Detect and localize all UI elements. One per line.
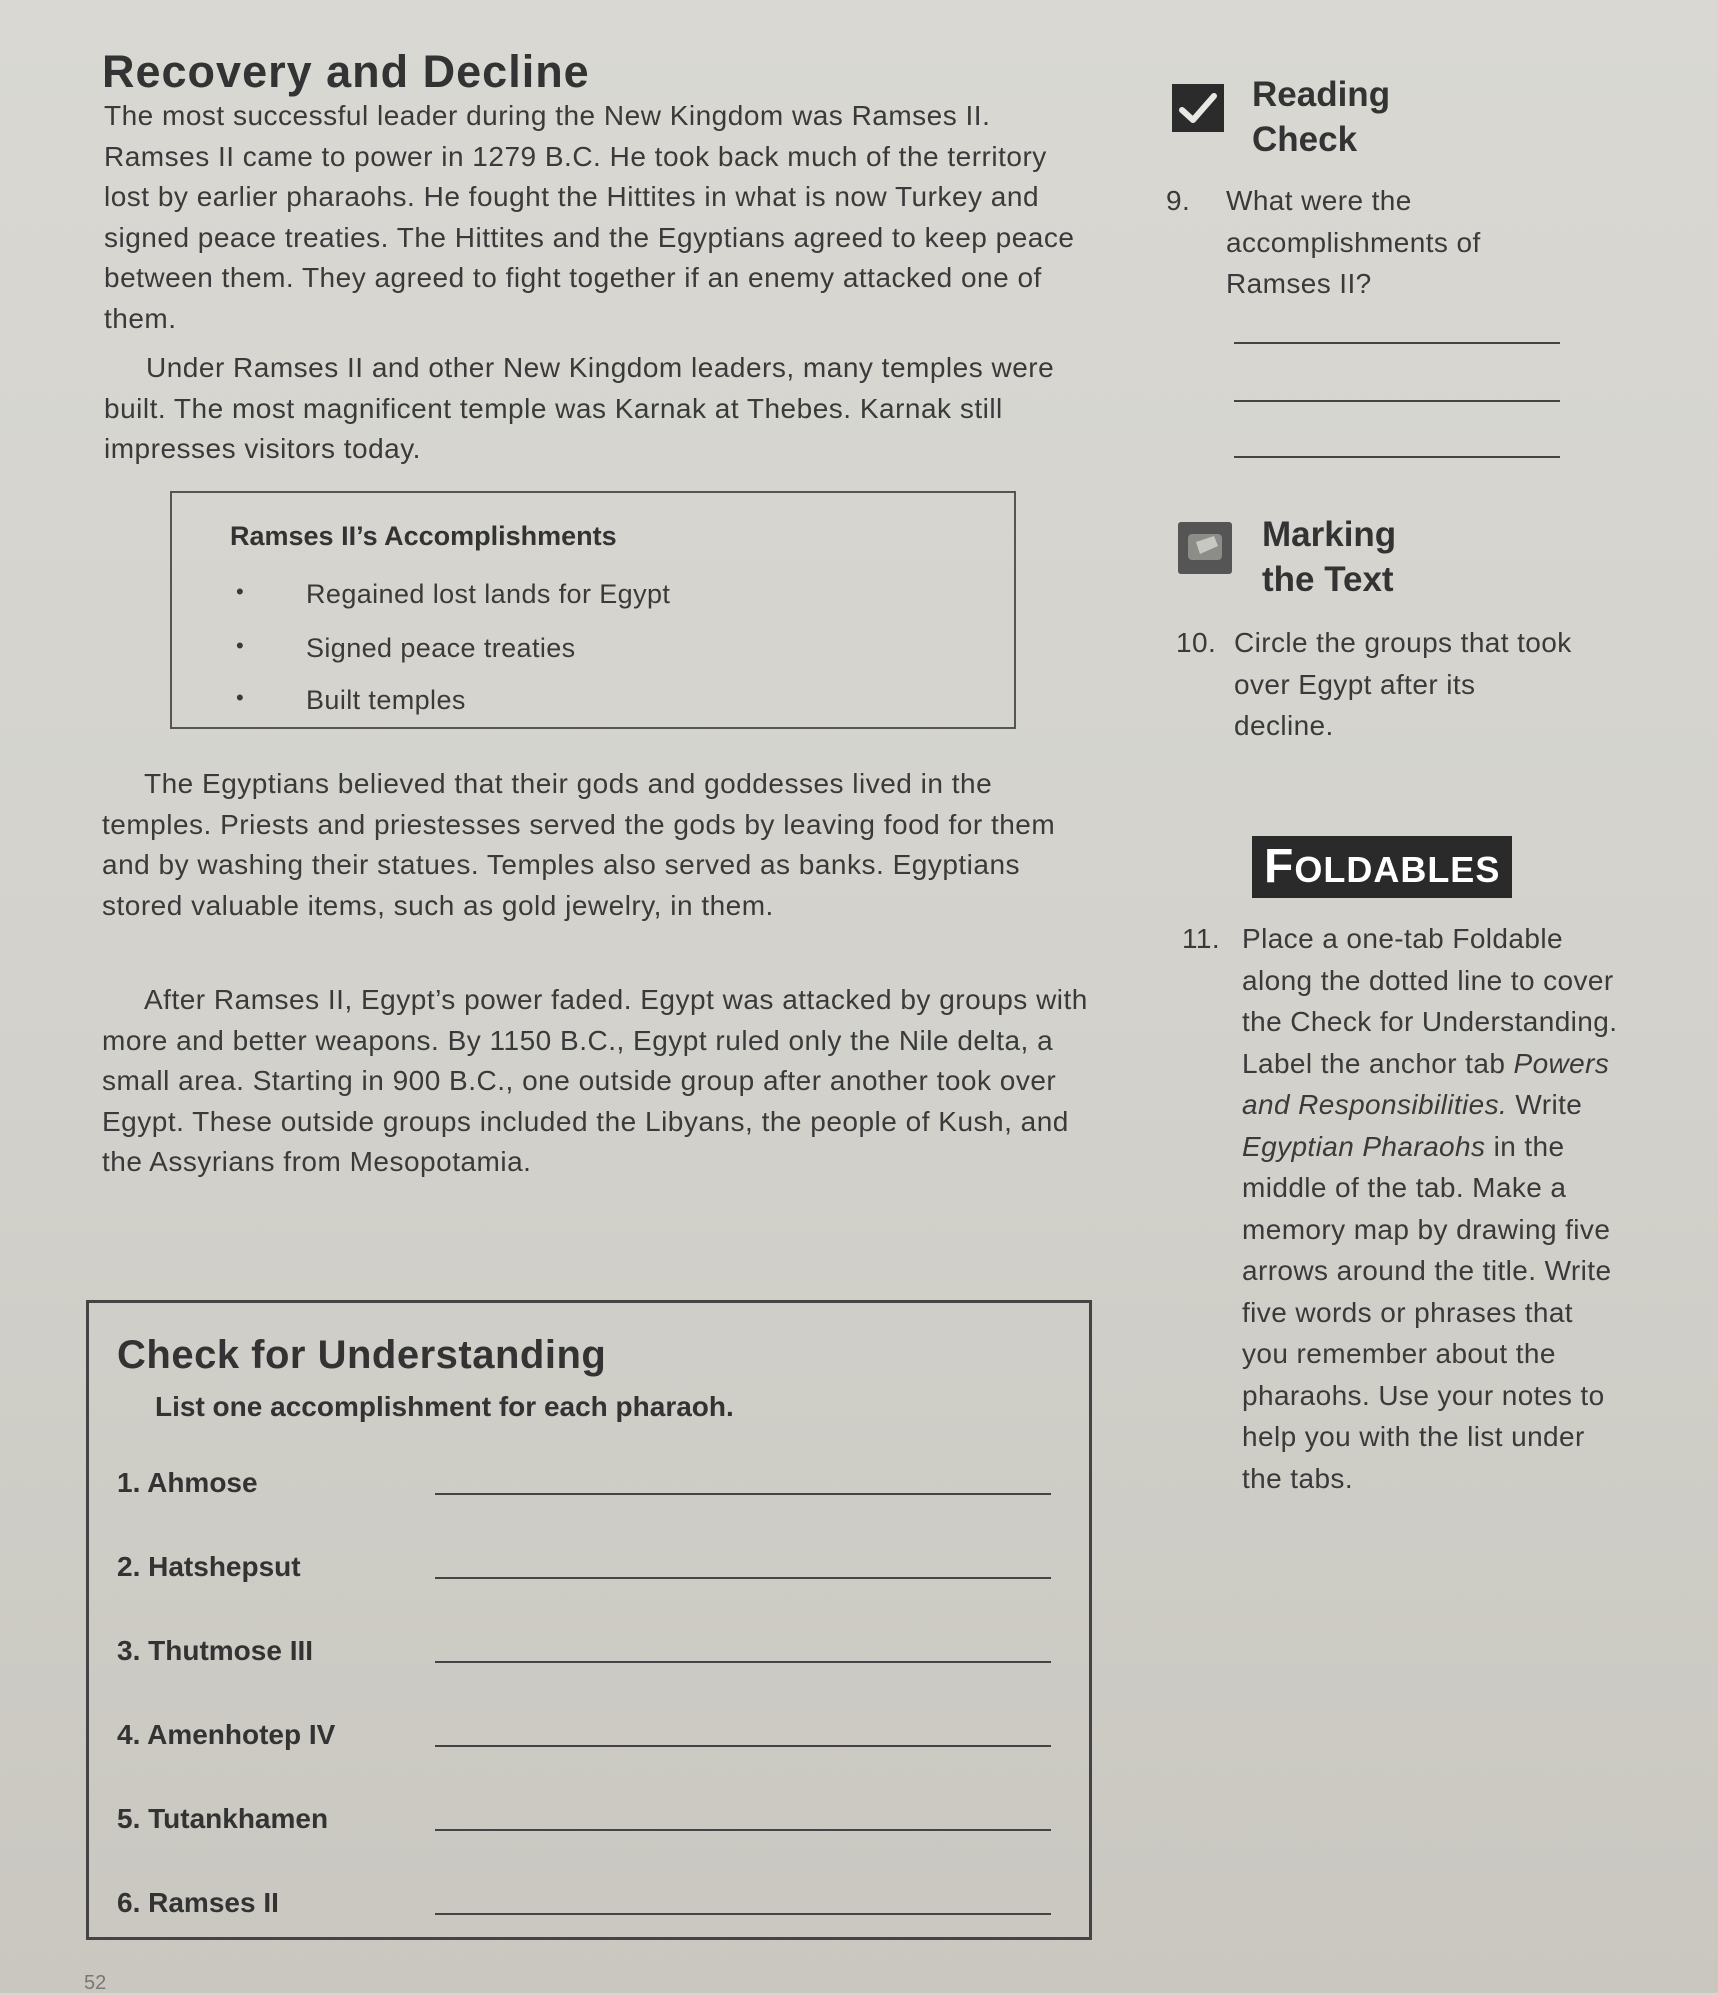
paragraph-ramses: The most successful leader during the New Kingdom was Ramses II. Ramses II came to power in 1279 B.C. He took back much of the territory lost by earlier pharaohs. He fought the Hittites in what is now Turkey and signed peace treaties. The Hittites and the Egyptians agreed to keep peace between them. They agreed to fight together if an enemy attacked one of them. xyxy=(104,100,1075,334)
reading-check-heading-line: Check xyxy=(1252,120,1358,159)
reading-check-heading-line: Reading xyxy=(1252,75,1391,114)
check-understanding-title: Check for Understanding xyxy=(117,1333,607,1377)
paragraph-temples: Under Ramses II and other New Kingdom leaders, many temples were built. The most magnificent temple was Karnak at Thebes. Karnak still impresses visitors today. xyxy=(104,352,1055,464)
answer-line[interactable] xyxy=(435,1913,1051,1915)
section-title: Recovery and Decline xyxy=(102,46,590,97)
reading-check-question: What were the accomplishments of Ramses II? xyxy=(1226,185,1481,299)
answer-line[interactable] xyxy=(1234,456,1560,458)
pharaoh-label: 4. Amenhotep IV xyxy=(117,1719,336,1750)
foldables-text: Write xyxy=(1515,1089,1583,1120)
accomplishments-title: Ramses II’s Accomplishments xyxy=(230,521,617,551)
foldables-logo-initial: F xyxy=(1264,840,1295,893)
foldables-italic-text: Powers and Responsibilities. xyxy=(1242,1047,1610,1120)
foldables-logo xyxy=(1252,836,1512,898)
pharaoh-label: 5. Tutankhamen xyxy=(117,1803,329,1834)
answer-line[interactable] xyxy=(1234,400,1560,402)
answer-line[interactable] xyxy=(435,1829,1051,1831)
question-number: 10. xyxy=(1176,627,1217,658)
question-number: 9. xyxy=(1166,185,1191,216)
marking-text-heading-line: Marking xyxy=(1262,515,1397,554)
marking-text-heading xyxy=(1262,512,1396,602)
pharaoh-label: 6. Ramses II xyxy=(117,1887,279,1918)
answer-line[interactable] xyxy=(1234,342,1560,344)
answer-line[interactable] xyxy=(435,1577,1051,1579)
bullet-icon: • xyxy=(236,579,245,604)
foldables-text: in the middle of the tab. Make a memory map by drawing five arrows around the title. Write five words or phrases that you remember about the pharaohs. Use your notes to help you with the list under the tabs. xyxy=(1242,1130,1612,1494)
bullet-icon: • xyxy=(236,633,245,658)
paragraph-gods: The Egyptians believed that their gods and goddesses lived in the temples. Priests and priestesses served the gods by leaving food for them and by washing their statues. Temples also served as banks. Egyptians stored valuable items, such as gold jewelry, in them. xyxy=(102,768,1056,921)
foldables-instructions xyxy=(1242,918,1622,1499)
checkmark-icon xyxy=(1172,84,1224,132)
answer-line[interactable] xyxy=(435,1745,1051,1747)
pharaoh-label: 2. Hatshepsut xyxy=(117,1551,301,1582)
page-number: 52 xyxy=(84,1972,107,1994)
foldables-logo-rest: OLDABLES xyxy=(1294,849,1501,890)
question-number: 11. xyxy=(1182,923,1221,954)
foldables-text: Place a one-tab Foldable along the dotted line to cover the Check for Understanding. Label the anchor tab xyxy=(1242,923,1618,1079)
check-understanding-instruction: List one accomplishment for each pharaoh. xyxy=(155,1391,734,1422)
foldables-italic-text: Egyptian Pharaohs xyxy=(1242,1130,1486,1162)
accomplishment-text: Built temples xyxy=(306,685,466,715)
marking-text-question: Circle the groups that took over Egypt after its decline. xyxy=(1234,627,1572,741)
highlighter-icon xyxy=(1178,522,1232,574)
paragraph-decline: After Ramses II, Egypt’s power faded. Egypt was attacked by groups with more and better weapons. By 1150 B.C., Egypt ruled only the Nile delta, a small area. Starting in 900 B.C., one outside group after another took over Egypt. These outside groups included the Libyans, the people of Kush, and the Assyrians from Mesopotamia. xyxy=(102,984,1088,1177)
reading-check-heading xyxy=(1252,72,1390,162)
marking-text-heading-line: the Text xyxy=(1262,560,1394,599)
pharaoh-label: 1. Ahmose xyxy=(117,1467,258,1498)
pharaoh-label: 3. Thutmose III xyxy=(117,1635,314,1666)
answer-line[interactable] xyxy=(435,1661,1051,1663)
bullet-icon: • xyxy=(236,685,245,710)
accomplishments-box xyxy=(170,491,1016,729)
accomplishment-text: Signed peace treaties xyxy=(306,633,576,663)
answer-line[interactable] xyxy=(435,1493,1051,1495)
check-understanding-box xyxy=(86,1300,1092,1940)
accomplishment-text: Regained lost lands for Egypt xyxy=(306,579,671,609)
